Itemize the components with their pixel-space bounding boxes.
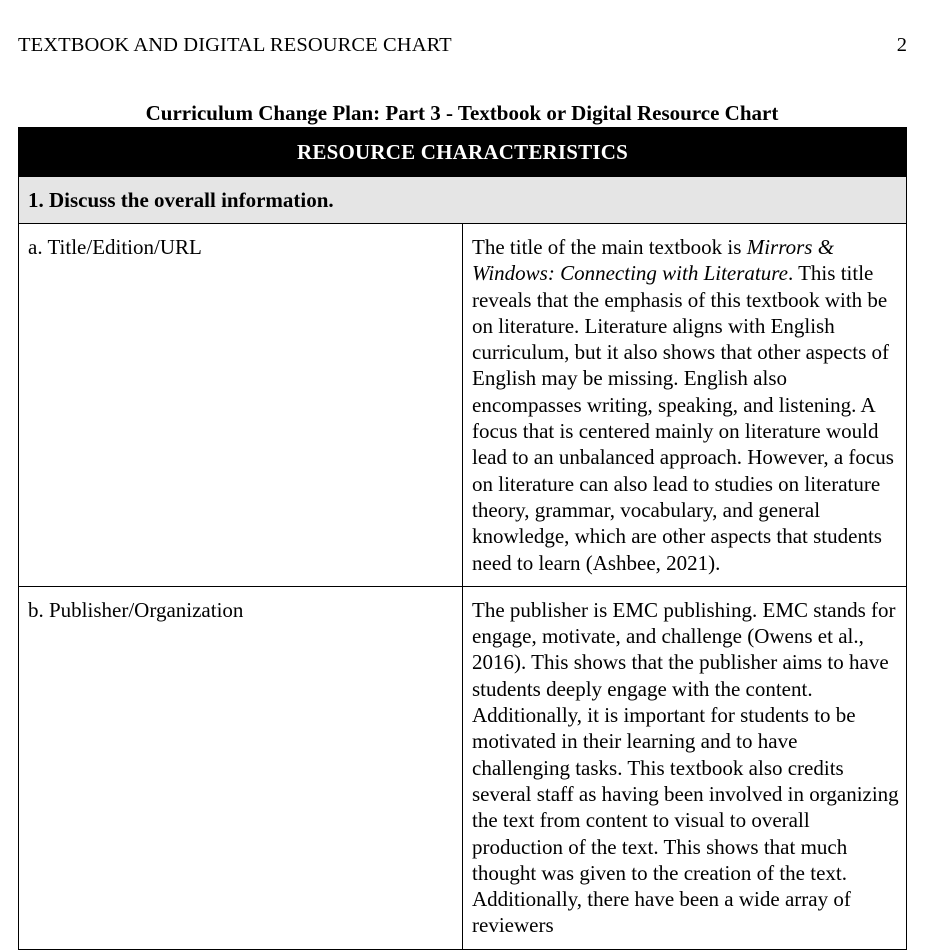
document-title: Curriculum Change Plan: Part 3 - Textbook or Digital Resource Chart: [145, 101, 779, 125]
row-content: The publisher is EMC publishing. EMC stands for engage, motivate, and challenge (Owens et al., 2016). This shows that the publisher aims to have students deeply engage with the content. Additionally, it is important for students to be motivated in their learning and to have challenging tasks. This textbook also credits several staff as having been involved in organizing the text from content to visual to overall production of the text. This shows that much thought was given to the creation of the text. Additionally, there have been a wide array of reviewers: [463, 586, 907, 949]
resource-chart-table: [18, 127, 907, 950]
textbook-title-italic: Mirrors & Windows: Connecting with Literature: [472, 235, 835, 286]
running-head: TEXTBOOK AND DIGITAL RESOURCE CHART: [18, 34, 452, 56]
page-number: 2: [896, 34, 907, 56]
row-label: a. Title/Edition/URL: [19, 224, 463, 587]
row-label: b. Publisher/Organization: [19, 586, 463, 949]
row-content: [463, 224, 907, 587]
section-heading: 1. Discuss the overall information.: [19, 177, 907, 224]
table-row: [19, 586, 907, 949]
table-row: [19, 224, 907, 587]
row-content-text: . This title reveals that the emphasis of this textbook with be on literature. Literature aligns with English curriculum, but it also shows that other aspects of English may be missing. English also encompasses writing, speaking, and listening. A focus that is centered mainly on literature would lead to an unbalanced approach. However, a focus on literature can also lead to studies on literature theory, grammar, vocabulary, and general knowledge, which are other aspects that students need to learn (Ashbee, 2021).: [472, 261, 894, 575]
section-row: [19, 177, 907, 224]
table-header: RESOURCE CHARACTERISTICS: [19, 128, 907, 177]
row-content-text: The title of the main textbook is: [472, 235, 747, 259]
table-header-row: [19, 128, 907, 177]
